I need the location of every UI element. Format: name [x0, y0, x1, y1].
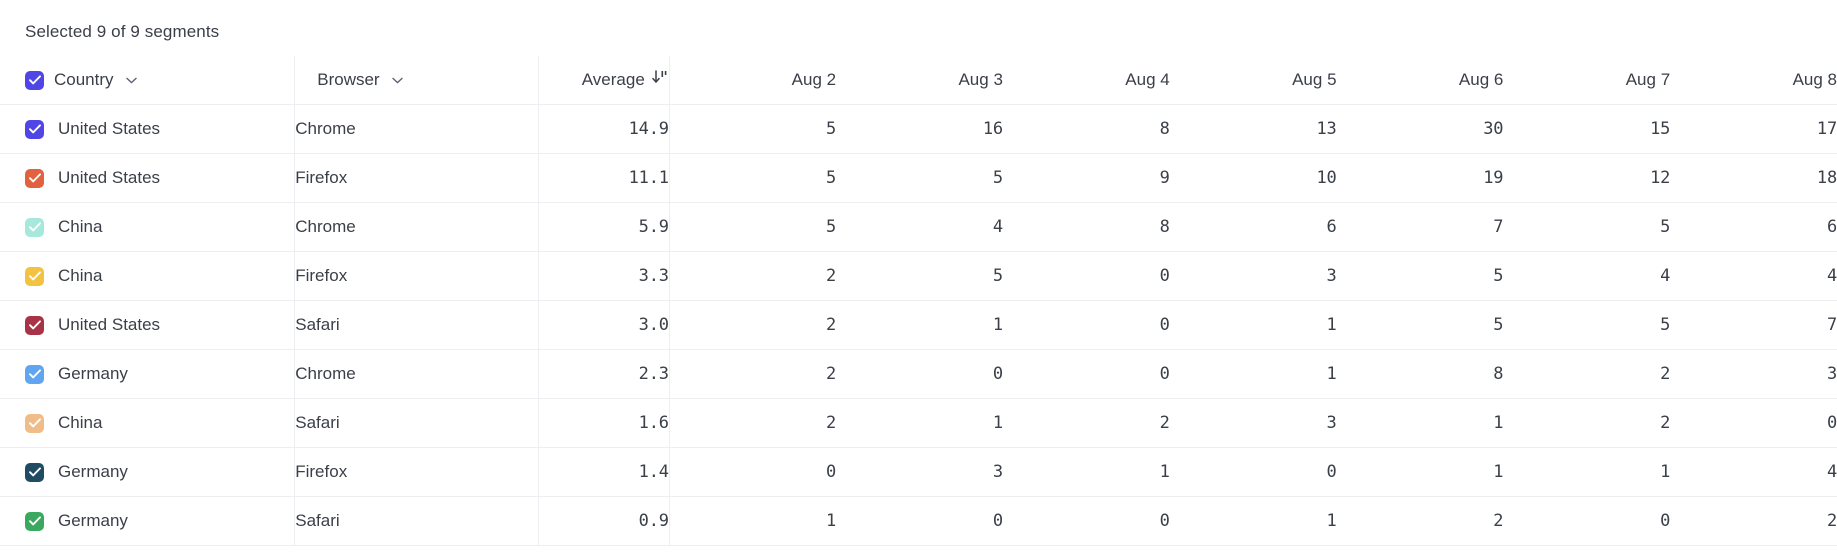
cell-day-0: 5 [669, 154, 836, 203]
cell-country-label: United States [58, 168, 161, 187]
cell-day-2: 1 [1003, 448, 1170, 497]
cell-day-4: 19 [1337, 154, 1504, 203]
cell-country-label: China [58, 217, 103, 236]
cell-day-0: 5 [669, 203, 836, 252]
column-header-day-0[interactable]: Aug 2 [669, 56, 836, 105]
chevron-down-icon[interactable] [392, 77, 403, 84]
cell-country-label: United States [58, 315, 161, 334]
segment-checkbox[interactable] [25, 512, 44, 531]
cell-day-5: 12 [1503, 154, 1670, 203]
cell-day-3: 3 [1170, 399, 1337, 448]
column-header-country-label: Country [54, 70, 114, 89]
cell-average: 11.1 [538, 154, 669, 203]
cell-day-4: 2 [1337, 497, 1504, 546]
cell-average: 14.9 [538, 105, 669, 154]
table-row[interactable] [0, 399, 1837, 448]
cell-day-4: 30 [1337, 105, 1504, 154]
cell-browser: Safari [295, 497, 539, 546]
cell-day-5: 1 [1503, 448, 1670, 497]
cell-day-5: 5 [1503, 301, 1670, 350]
cell-day-0: 5 [669, 105, 836, 154]
cell-day-6: 6 [1670, 203, 1837, 252]
cell-country [0, 497, 295, 546]
cell-day-4: 5 [1337, 252, 1504, 301]
cell-day-1: 5 [836, 252, 1003, 301]
cell-day-2: 8 [1003, 203, 1170, 252]
cell-day-3: 1 [1170, 497, 1337, 546]
segment-checkbox[interactable] [25, 414, 44, 433]
cell-average: 5.9 [538, 203, 669, 252]
column-header-average[interactable] [538, 56, 669, 105]
column-header-country[interactable] [0, 56, 295, 105]
cell-country [0, 203, 295, 252]
segment-checkbox[interactable] [25, 463, 44, 482]
column-header-browser[interactable] [295, 56, 539, 105]
cell-country [0, 448, 295, 497]
cell-average: 1.6 [538, 399, 669, 448]
cell-average: 3.3 [538, 252, 669, 301]
segment-checkbox[interactable] [25, 169, 44, 188]
column-header-average-label: Average [581, 70, 645, 89]
cell-average: 2.3 [538, 350, 669, 399]
cell-average: 0.9 [538, 497, 669, 546]
cell-day-3: 1 [1170, 301, 1337, 350]
cell-day-4: 1 [1337, 448, 1504, 497]
cell-country-label: China [58, 413, 103, 432]
cell-day-5: 4 [1503, 252, 1670, 301]
column-header-day-6[interactable]: Aug 8 [1670, 56, 1837, 105]
cell-day-2: 0 [1003, 350, 1170, 399]
column-header-day-4[interactable]: Aug 6 [1337, 56, 1504, 105]
segment-checkbox[interactable] [25, 316, 44, 335]
cell-day-3: 13 [1170, 105, 1337, 154]
cell-country-label: Germany [58, 364, 128, 383]
table-row[interactable] [0, 350, 1837, 399]
cell-day-5: 2 [1503, 350, 1670, 399]
cell-day-2: 0 [1003, 497, 1170, 546]
cell-browser: Firefox [295, 448, 539, 497]
column-header-day-2[interactable]: Aug 4 [1003, 56, 1170, 105]
cell-day-1: 1 [836, 301, 1003, 350]
cell-day-1: 0 [836, 350, 1003, 399]
table-body [0, 105, 1837, 546]
column-header-day-5[interactable]: Aug 7 [1503, 56, 1670, 105]
cell-day-6: 18 [1670, 154, 1837, 203]
cell-day-3: 6 [1170, 203, 1337, 252]
table-row[interactable] [0, 448, 1837, 497]
cell-day-0: 1 [669, 497, 836, 546]
cell-browser: Chrome [295, 203, 539, 252]
cell-day-6: 4 [1670, 252, 1837, 301]
cell-day-4: 7 [1337, 203, 1504, 252]
segment-checkbox[interactable] [25, 218, 44, 237]
cell-day-2: 9 [1003, 154, 1170, 203]
table-header-row [0, 56, 1837, 105]
chevron-down-icon[interactable] [126, 77, 137, 84]
cell-day-4: 1 [1337, 399, 1504, 448]
cell-browser: Firefox [295, 154, 539, 203]
table-row[interactable] [0, 105, 1837, 154]
cell-day-5: 2 [1503, 399, 1670, 448]
table-row[interactable] [0, 203, 1837, 252]
table-row[interactable] [0, 301, 1837, 350]
cell-country-label: Germany [58, 462, 128, 481]
cell-day-0: 0 [669, 448, 836, 497]
cell-day-0: 2 [669, 252, 836, 301]
cell-day-5: 0 [1503, 497, 1670, 546]
cell-day-3: 0 [1170, 448, 1337, 497]
cell-day-6: 0 [1670, 399, 1837, 448]
column-header-day-3[interactable]: Aug 5 [1170, 56, 1337, 105]
cell-day-0: 2 [669, 399, 836, 448]
cell-day-5: 15 [1503, 105, 1670, 154]
cell-day-2: 0 [1003, 301, 1170, 350]
cell-day-2: 0 [1003, 252, 1170, 301]
cell-country [0, 399, 295, 448]
segment-checkbox[interactable] [25, 267, 44, 286]
cell-day-1: 16 [836, 105, 1003, 154]
cell-average: 3.0 [538, 301, 669, 350]
cell-day-3: 3 [1170, 252, 1337, 301]
cell-day-1: 3 [836, 448, 1003, 497]
cell-day-3: 1 [1170, 350, 1337, 399]
cell-country [0, 252, 295, 301]
segments-table [0, 56, 1837, 546]
segment-checkbox[interactable] [25, 120, 44, 139]
select-all-checkbox[interactable] [25, 71, 44, 90]
cell-day-6: 3 [1670, 350, 1837, 399]
cell-day-0: 2 [669, 350, 836, 399]
cell-day-5: 5 [1503, 203, 1670, 252]
cell-browser: Safari [295, 399, 539, 448]
segment-checkbox[interactable] [25, 365, 44, 384]
cell-day-6: 7 [1670, 301, 1837, 350]
cell-country [0, 105, 295, 154]
cell-country [0, 350, 295, 399]
cell-day-0: 2 [669, 301, 836, 350]
cell-day-1: 4 [836, 203, 1003, 252]
cell-day-6: 17 [1670, 105, 1837, 154]
cell-day-2: 2 [1003, 399, 1170, 448]
cell-browser: Safari [295, 301, 539, 350]
cell-country [0, 154, 295, 203]
cell-day-6: 2 [1670, 497, 1837, 546]
table-row[interactable] [0, 252, 1837, 301]
cell-day-4: 8 [1337, 350, 1504, 399]
cell-browser: Firefox [295, 252, 539, 301]
cell-browser: Chrome [295, 105, 539, 154]
selection-status: Selected 9 of 9 segments [25, 22, 220, 41]
cell-day-1: 5 [836, 154, 1003, 203]
cell-country-label: China [58, 266, 103, 285]
cell-day-1: 1 [836, 399, 1003, 448]
column-header-day-1[interactable]: Aug 3 [836, 56, 1003, 105]
cell-day-2: 8 [1003, 105, 1170, 154]
cell-country-label: Germany [58, 511, 128, 530]
table-row[interactable] [0, 497, 1837, 546]
cell-day-6: 4 [1670, 448, 1837, 497]
cell-day-3: 10 [1170, 154, 1337, 203]
cell-country-label: United States [58, 119, 161, 138]
cell-browser: Chrome [295, 350, 539, 399]
cell-country [0, 301, 295, 350]
cell-day-1: 0 [836, 497, 1003, 546]
cell-average: 1.4 [538, 448, 669, 497]
table-row[interactable] [0, 154, 1837, 203]
cell-day-4: 5 [1337, 301, 1504, 350]
column-header-browser-label: Browser [317, 70, 380, 89]
sort-descending-icon[interactable] [652, 70, 669, 90]
